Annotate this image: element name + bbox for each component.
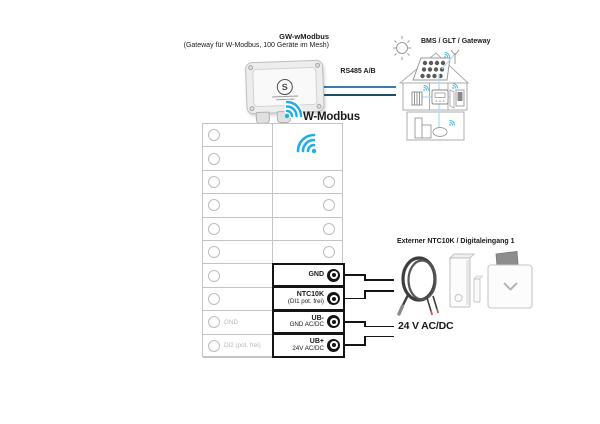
terminal-hole-icon — [208, 270, 220, 282]
terminal-contact-icon — [327, 339, 340, 352]
door-contact-icon — [450, 254, 483, 307]
terminal-hole-icon — [208, 246, 220, 258]
device-title: GW-wModbus — [279, 32, 329, 41]
terminal-hole-icon — [323, 223, 335, 235]
ub-plus-wire — [364, 336, 394, 338]
ub-minus-wire — [343, 321, 366, 323]
terminal-hole-icon — [208, 153, 220, 165]
device-subtitle: (Gateway für W-Modbus, 100 Geräte im Mesh) — [183, 42, 329, 49]
ntc-wire — [343, 298, 366, 300]
terminal-hole-icon — [323, 199, 335, 211]
door-appliance-icon — [450, 90, 464, 108]
terminal-sublabel: GND AC/DC — [289, 321, 324, 329]
key-card-switch-icon — [488, 252, 532, 309]
terminal-contact-icon — [327, 315, 340, 328]
terminal-row — [203, 218, 342, 241]
terminal-contact-icon — [327, 269, 340, 282]
terminal-label: NTC10K — [296, 291, 324, 299]
gnd-left-label: GND — [224, 318, 238, 326]
terminal-hole-icon — [323, 176, 335, 188]
wmodbus-wireless-icon — [292, 130, 322, 158]
screw-icon — [249, 106, 254, 111]
di2-left-label: DI2 (pot. frei) — [224, 342, 261, 350]
screw-icon — [315, 63, 320, 68]
terminal-hole-icon — [208, 129, 220, 141]
terminal-hole-icon — [208, 176, 220, 188]
terminal-hole-icon — [208, 293, 220, 305]
ub-plus-wire — [343, 344, 366, 346]
ntc-wire — [364, 290, 394, 292]
terminal-cell-ntc10k — [272, 286, 345, 310]
brand-logo-icon: S — [277, 79, 294, 96]
terminal-contact-icon — [327, 292, 340, 305]
radiator-icon — [412, 92, 422, 105]
ub-minus-wire — [364, 326, 394, 328]
terminal-hole-icon — [208, 199, 220, 211]
external-sensors-illustration — [396, 250, 536, 320]
external-sensors-label: Externer NTC10K / Digitaleingang 1 — [397, 238, 515, 245]
solar-panel-icon — [413, 58, 450, 80]
terminal-cell-gnd — [272, 263, 345, 287]
terminal-sublabel: (DI1 pot. frei) — [287, 298, 324, 306]
bms-label: BMS / GLT / Gateway — [421, 38, 491, 45]
building-illustration — [392, 24, 494, 146]
rs485-line-b — [320, 94, 396, 96]
gnd-wire — [364, 279, 394, 281]
ntc-probe-icon — [399, 258, 438, 315]
terminal-label: UB+ — [309, 338, 324, 346]
device-caption — [140, 32, 329, 49]
sun-icon — [393, 36, 411, 60]
terminal-hole-icon — [208, 223, 220, 235]
terminal-row — [203, 241, 342, 264]
terminal-row — [203, 171, 342, 194]
terminal-block — [202, 123, 343, 357]
wmodbus-label: W-Modbus — [303, 111, 360, 123]
terminal-cell-ub-minus — [272, 310, 345, 334]
terminal-label: GND — [308, 271, 324, 279]
terminal-label: UB- — [311, 314, 324, 322]
rs485-line-a — [320, 86, 396, 88]
terminal-hole-icon — [323, 246, 335, 258]
terminal-hole-icon — [208, 316, 220, 328]
terminal-sublabel: 24V AC/DC — [292, 344, 324, 352]
screw-icon — [316, 104, 321, 109]
terminal-cell-ub-plus — [272, 333, 345, 357]
terminal-hole-icon — [208, 340, 220, 352]
gnd-wire — [343, 274, 366, 276]
power-supply-label: 24 V AC/DC — [398, 320, 454, 332]
connected-terminals — [272, 263, 345, 358]
terminal-row — [203, 194, 342, 217]
rs485-label: RS485 A/B — [340, 68, 376, 75]
controller-icon — [432, 90, 448, 104]
